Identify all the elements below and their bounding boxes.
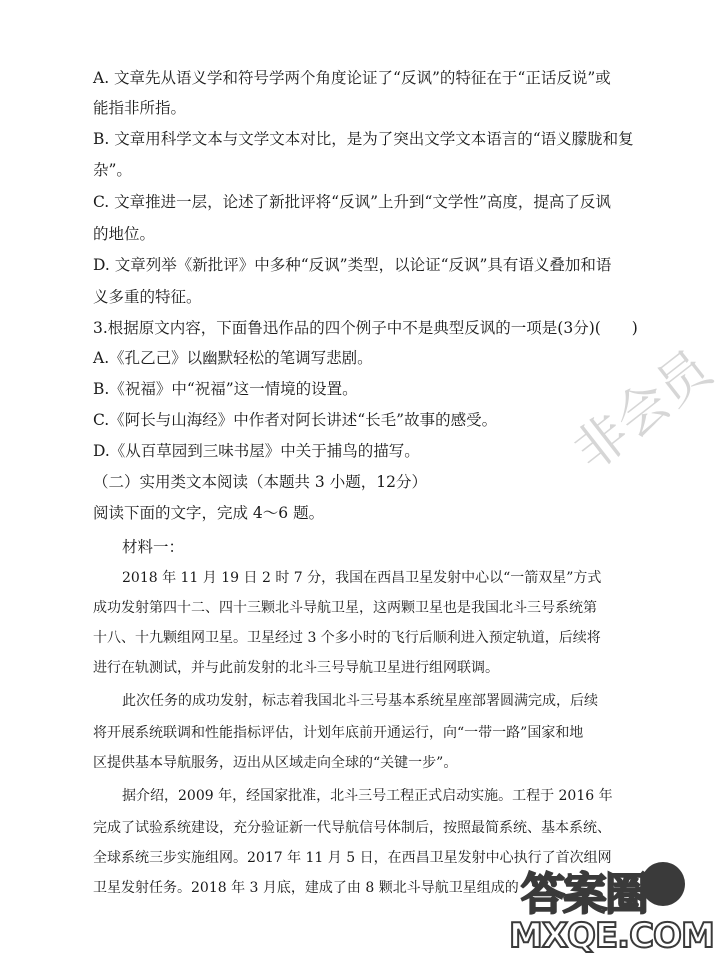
material-label: 材料一： [122,538,185,556]
para-3-line-2: 完成了试验系统建设，充分验证新一代导航信号体制后，按照最简系统、基本系统、 [93,820,611,836]
logo-cn-text: 答案圈 [521,869,647,920]
option-d-line-2: 义多重的特征。 [93,288,202,306]
q3-option-b: B.《祝福》中“祝福”这一情境的设置。 [93,380,358,398]
question-3: 3.根据原文内容，下面鲁迅作品的四个例子中不是典型反讽的一项是(3分)( ) [93,319,638,337]
watermark-text: 非会员 [563,339,723,483]
logo-seal-icon [641,862,685,906]
para-2-line-1: 此次任务的成功发射，标志着我国北斗三号基本系统星座部署圆满完成，后续 [122,693,598,709]
option-c-line-2: 的地位。 [93,225,156,243]
section-heading: （二）实用类文本阅读（本题共 3 小题，12分） [93,473,427,491]
q3-option-a: A.《孔乙己》以幽默轻松的笔调写悲剧。 [93,349,373,367]
q3-option-d: D.《从百草园到三味书屋》中关于捕鸟的描写。 [93,442,420,460]
para-1-line-1: 2018 年 11 月 19 日 2 时 7 分，我国在西昌卫星发射中心以“一箭双星”方式 [122,570,602,586]
option-a-line-1: A. 文章先从语义学和符号学两个角度论证了“反讽”的特征在于“正话反说”或 [93,69,611,87]
q3-option-c: C.《阿长与山海经》中作者对阿长讲述“长毛”故事的感受。 [93,411,498,429]
para-2-line-3: 区提供基本导航服务，迈出从区域走向全球的“关键一步”。 [93,755,458,771]
logo-cn-block [511,854,681,920]
para-3-line-1: 据介绍，2009 年，经国家批准，北斗三号工程正式启动实施。工程于 2016 年 [122,788,613,804]
para-3-line-4: 卫星发射任务。2018 年 3 月底，建成了由 8 颗北斗导航卫星组成的 [93,880,519,896]
para-1-line-2: 成功发射第四十二、四十三颗北斗导航卫星，这两颗卫星也是我国北斗三号系统第 [93,600,597,616]
option-a-line-2: 能指非所指。 [93,99,187,117]
logo-en-text: MXQE.COM [509,916,714,956]
para-2-line-2: 将开展系统联调和性能指标评估，计划年底前开通运行，向“一带一路”国家和地 [93,725,584,741]
para-3-line-3: 全球系统三步实施组网。2017 年 11 月 5 日，在西昌卫星发射中心执行了首次组网 [93,850,612,866]
option-d-line-1: D. 文章列举《新批评》中多种“反讽”类型，以论证“反讽”具有语义叠加和语 [93,256,612,274]
para-1-line-3: 十八、十九颗组网卫星。卫星经过 3 个多小时的飞行后顺利进入预定轨道，后续将 [93,630,601,646]
option-c-line-1: C. 文章推进一层，论述了新批评将“反讽”上升到“文学性”高度，提高了反讽 [93,193,611,211]
site-logo [505,850,714,968]
option-b-line-2: 杂”。 [93,161,132,179]
para-1-line-4: 进行在轨测试，并与此前发射的北斗三号导航卫星进行组网联调。 [93,660,499,676]
option-b-line-1: B. 文章用科学文本与文学文本对比，是为了突出文学文本语言的“语义朦胧和复 [93,130,634,148]
instruction: 阅读下面的文字，完成 4～6 题。 [93,504,325,522]
